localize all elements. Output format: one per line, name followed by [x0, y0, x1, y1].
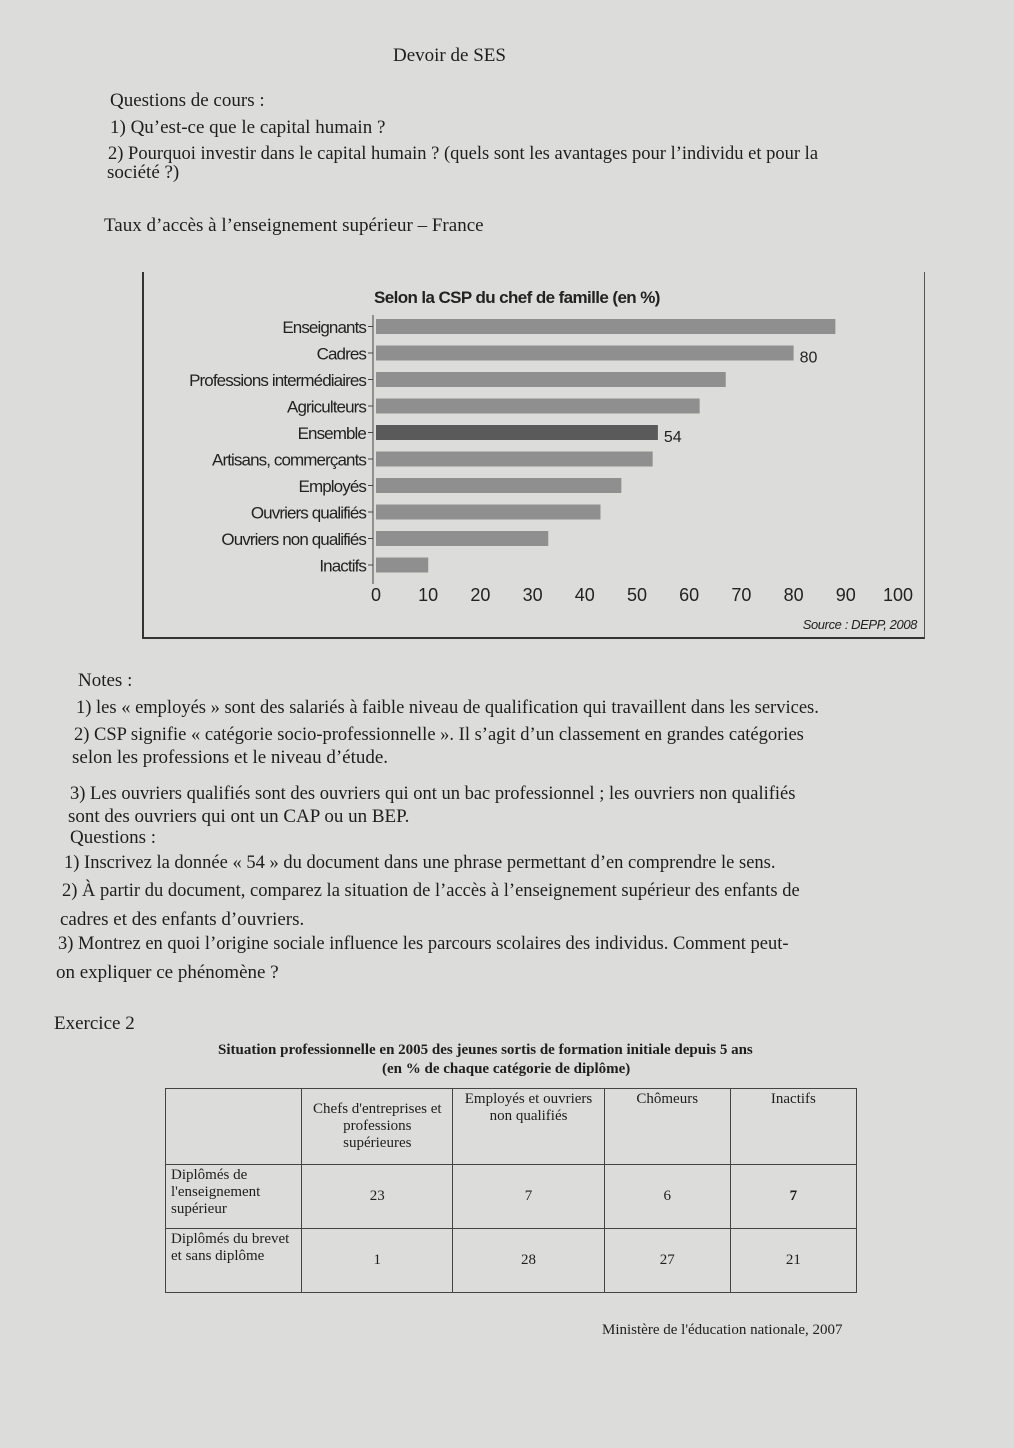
x-tick-label: 100	[882, 585, 914, 605]
table-cell: 1	[302, 1229, 453, 1293]
question-1: 1) Inscrivez la donnée « 54 » du document dans une phrase permettant d’en comprendre le sens.	[64, 853, 776, 873]
note-3-line1: 3) Les ouvriers qualifiés sont des ouvriers qui ont un bac professionnel ; les ouvriers non qualifiés	[70, 784, 796, 804]
question-3-line1: 3) Montrez en quoi l’origine sociale influence les parcours scolaires des individus. Comment peut-	[58, 934, 789, 954]
table-cell: 23	[302, 1165, 453, 1229]
table-cell: 7	[730, 1165, 856, 1229]
chart-bar	[376, 478, 621, 493]
category-label: Ouvriers non qualifiés	[221, 530, 366, 549]
table-row-label: Diplômés de l'enseignement supérieur	[166, 1165, 302, 1229]
x-tick-label: 70	[731, 585, 752, 605]
table-source: Ministère de l'éducation nationale, 2007	[602, 1322, 843, 1338]
table-header-cell: Chefs d'entreprises et professions supérieures	[302, 1089, 453, 1165]
course-question-2-line2: société ?)	[107, 162, 180, 183]
table-cell: 6	[604, 1165, 730, 1229]
x-tick-label: 50	[626, 585, 648, 605]
table-cell: 27	[604, 1229, 730, 1293]
questions-heading: Questions :	[70, 827, 157, 848]
table-cell: 21	[730, 1229, 856, 1293]
x-tick-label: 90	[835, 585, 856, 605]
category-label: Employés	[298, 477, 366, 496]
question-2-line2: cadres et des enfants d’ouvriers.	[60, 909, 305, 930]
question-2-line1: 2) À partir du document, comparez la situation de l’accès à l’enseignement supérieur des enfants de	[62, 881, 800, 901]
category-label: Professions intermédiaires	[189, 371, 366, 390]
x-tick-label: 30	[522, 585, 543, 605]
data-label: 80	[799, 349, 818, 367]
x-tick-label: 60	[679, 585, 700, 605]
category-label: Ouvriers qualifiés	[250, 503, 366, 523]
x-tick-label: 20	[470, 585, 491, 605]
course-question-1: 1) Qu’est-ce que le capital humain ?	[110, 117, 386, 138]
note-2-line1: 2) CSP signifie « catégorie socio-professionnelle ». Il s’agit d’un classement en grandes catégories	[74, 725, 804, 745]
table-cell: 7	[453, 1165, 604, 1229]
note-1: 1) les « employés » sont des salariés à faible niveau de qualification qui travaillent dans les services.	[76, 698, 819, 718]
category-label: Inactifs	[319, 556, 366, 576]
table-header-row	[166, 1089, 857, 1165]
note-3-line2: sont des ouvriers qui ont un CAP ou un BEP.	[68, 806, 410, 827]
category-label: Enseignants	[282, 318, 366, 337]
chart-bar	[376, 425, 658, 440]
table-row-label: Diplômés du brevet et sans diplôme	[166, 1229, 302, 1293]
category-label: Artisans, commerçants	[212, 450, 366, 470]
table-header-cell: Chômeurs	[604, 1089, 730, 1165]
table-cell: 28	[453, 1229, 604, 1293]
table-corner-cell	[166, 1089, 302, 1165]
document-title: Taux d’accès à l’enseignement supérieur – France	[104, 215, 484, 236]
chart-bar	[376, 372, 726, 387]
course-questions-heading: Questions de cours :	[110, 90, 265, 111]
chart-bar	[376, 346, 794, 361]
exercise-2-heading: Exercice 2	[54, 1013, 135, 1034]
table-header-cell: Inactifs	[730, 1089, 856, 1165]
data-label: 54	[663, 429, 682, 446]
x-tick-label: 0	[370, 585, 382, 605]
bar-chart-svg	[144, 272, 924, 637]
chart-source: Source : DEPP, 2008	[802, 617, 917, 632]
category-label: Agriculteurs	[287, 397, 366, 417]
employment-table	[165, 1088, 857, 1293]
category-label: Ensemble	[297, 424, 366, 443]
chart-title: Selon la CSP du chef de famille (en %)	[374, 288, 660, 307]
question-3-line2: on expliquer ce phénomène ?	[56, 962, 279, 983]
page-title: Devoir de SES	[393, 45, 506, 66]
course-question-2-line1: 2) Pourquoi investir dans le capital humain ? (quels sont les avantages pour l’individu et pour la	[108, 144, 819, 164]
chart-bar	[376, 399, 700, 414]
chart-bar	[376, 452, 653, 467]
note-2-line2: selon les professions et le niveau d’étude.	[72, 747, 389, 768]
x-tick-label: 40	[574, 585, 595, 605]
chart-bar	[376, 531, 548, 546]
x-tick-label: 10	[418, 585, 439, 605]
table-caption-line2: (en % de chaque catégorie de diplôme)	[382, 1061, 631, 1077]
table-row	[166, 1229, 857, 1293]
chart-bar	[376, 558, 428, 573]
category-label: Cadres	[316, 344, 366, 364]
bar-chart	[142, 272, 925, 639]
table-caption-line1: Situation professionnelle en 2005 des jeunes sortis de formation initiale depuis 5 ans	[218, 1042, 753, 1058]
x-tick-label: 80	[783, 585, 804, 605]
chart-bar	[376, 319, 835, 334]
table-row	[166, 1165, 857, 1229]
chart-bar	[376, 505, 600, 520]
notes-heading: Notes :	[78, 670, 133, 691]
table-header-cell: Employés et ouvriers non qualifiés	[453, 1089, 604, 1165]
